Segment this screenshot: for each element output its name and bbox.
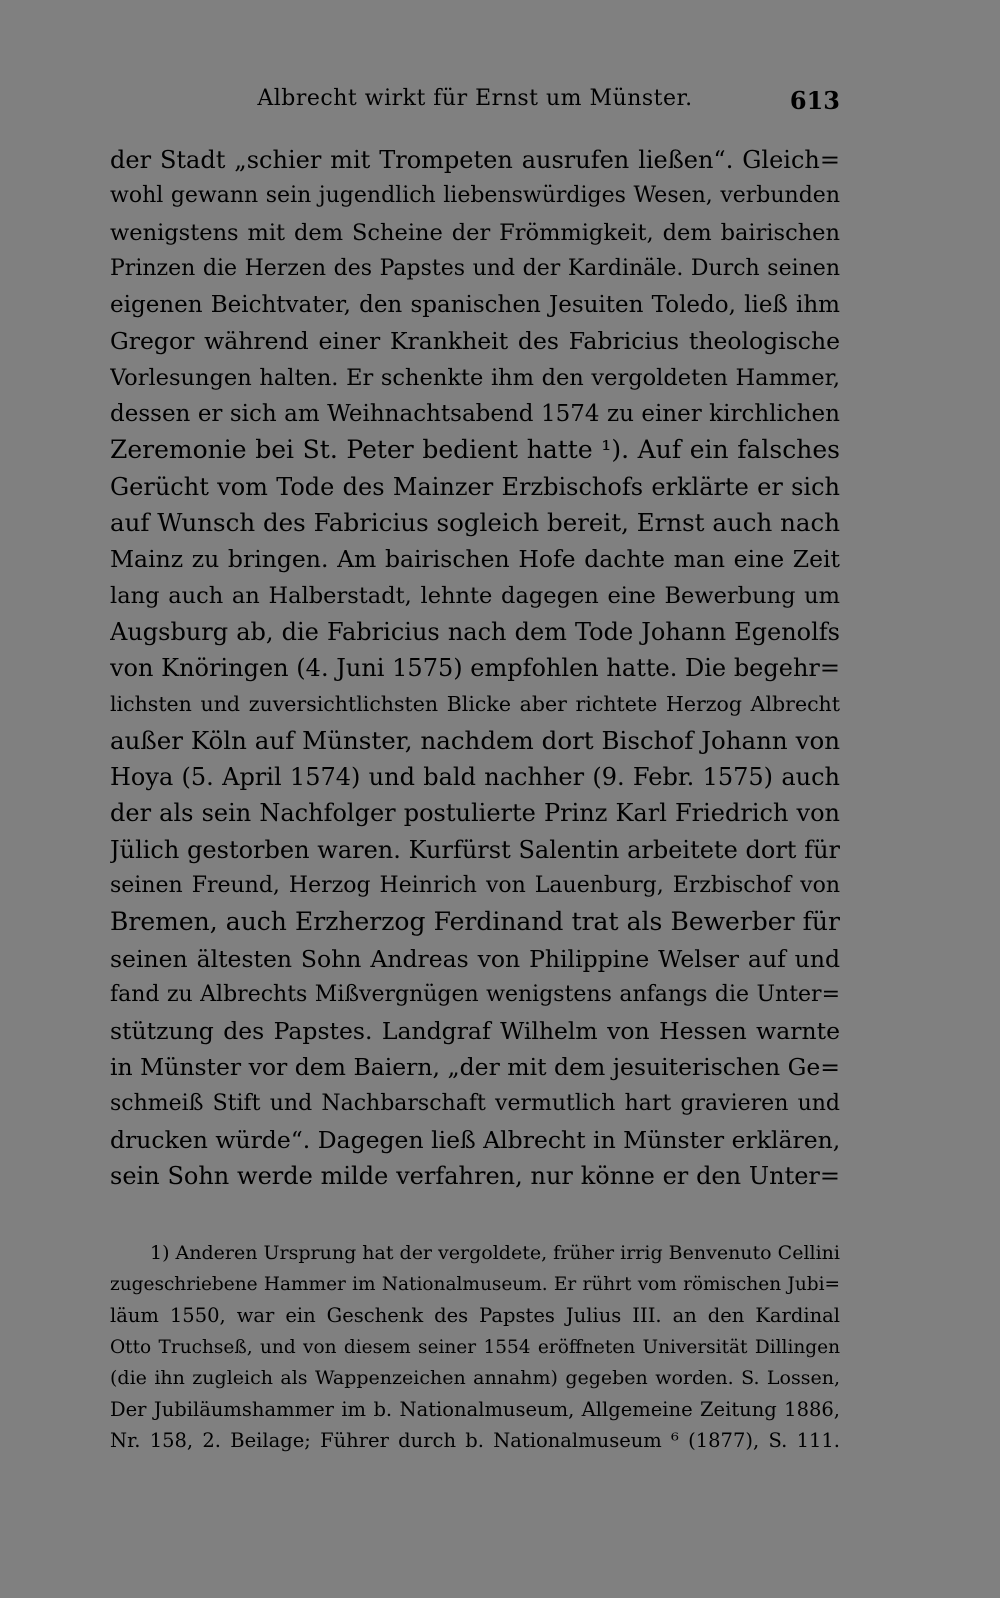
body-line: der als sein Nachfolger postulierte Prinz Karl Friedrich von (110, 799, 840, 828)
footnote-line: zugeschriebene Hammer im Nationalmuseum. Er rührt vom römischen Jubi= (110, 1274, 840, 1296)
footnote-line: Nr. 158, 2. Beilage; Führer durch b. Nationalmuseum ⁶ (1877), S. 111. (110, 1429, 840, 1453)
body-line: Augsburg ab, die Fabricius nach dem Tode Johann Egenolfs (110, 617, 840, 646)
body-line: fand zu Albrechts Mißvergnügen wenigstens anfangs die Unter= (110, 981, 840, 1007)
body-line: schmeiß Stift und Nachbarschaft vermutlich hart gravieren und (110, 1090, 840, 1116)
body-line: sein Sohn werde milde verfahren, nur könne er den Unter= (110, 1162, 840, 1191)
body-line: Gregor während einer Krankheit des Fabricius theologische (110, 327, 840, 356)
body-line: Mainz zu bringen. Am bairischen Hofe dachte man eine Zeit (110, 545, 840, 574)
body-line: lang auch an Halberstadt, lehnte dagegen eine Bewerbung um (110, 582, 840, 609)
body-line: drucken würde“. Dagegen ließ Albrecht in Münster erklären, (110, 1126, 840, 1155)
footnotes (110, 1238, 840, 1456)
footnote-line: Der Jubiläumshammer im b. Nationalmuseum, Allgemeine Zeitung 1886, (110, 1397, 840, 1421)
body-line: eigenen Beichtvater, den spanischen Jesuiten Toledo, ließ ihm (110, 292, 840, 319)
body-line: dessen er sich am Weihnachtsabend 1574 zu einer kirchlichen (110, 401, 840, 428)
body-line: außer Köln auf Münster, nachdem dort Bischof Johann von (110, 725, 840, 755)
footnote-line: 1) Anderen Ursprung hat der vergoldete, früher irrig Benvenuto Cellini (150, 1242, 840, 1264)
body-line: wenigstens mit dem Scheine der Frömmigkeit, dem bairischen (110, 219, 840, 246)
body-line: wohl gewann sein jugendlich liebenswürdiges Wesen, verbunden (110, 183, 840, 209)
body-line: Hoya (5. April 1574) und bald nachher (9. Febr. 1575) auch (110, 763, 840, 792)
running-title: Albrecht wirkt für Ernst um Münster. (257, 86, 693, 111)
body-line: auf Wunsch des Fabricius sogleich bereit, Ernst auch nach (110, 507, 840, 537)
body-line: Jülich gestorben waren. Kurfürst Salentin arbeitete dort für (110, 835, 840, 864)
footnote-line: Otto Truchseß, und von diesem seiner 1554 eröffneten Universität Dillingen (110, 1336, 840, 1358)
body-line: seinen ältesten Sohn Andreas von Philippine Welser auf und (110, 944, 840, 973)
body-line: in Münster vor dem Baiern, „der mit dem jesuiterischen Ge= (110, 1053, 840, 1082)
body-line: Zeremonie bei St. Peter bedient hatte ¹). Auf ein falsches (110, 435, 840, 465)
body-line: Bremen, auch Erzherzog Ferdinand trat als Bewerber für (110, 907, 840, 937)
body-line: Vorlesungen halten. Er schenkte ihm den vergoldeten Hammer, (110, 364, 840, 391)
body-line: seinen Freund, Herzog Heinrich von Lauenburg, Erzbischof von (110, 872, 840, 898)
body-line: lichsten und zuversichtlichsten Blicke aber richtete Herzog Albrecht (110, 692, 840, 717)
footnote-line: (die ihn zugleich als Wappenzeichen annahm) gegeben worden. S. Lossen, (110, 1366, 840, 1389)
body-line: Prinzen die Herzen des Papstes und der Kardinäle. Durch seinen (110, 255, 840, 281)
page-number: 613 (789, 86, 840, 115)
body-text (110, 142, 840, 1195)
body-line: Gerücht vom Tode des Mainzer Erzbischofs erklärte er sich (110, 472, 840, 501)
body-line: von Knöringen (4. Juni 1575) empfohlen hatte. Die begehr= (110, 654, 840, 683)
body-line: stützung des Papstes. Landgraf Wilhelm von Hessen warnte (110, 1017, 840, 1046)
footnote-line: läum 1550, war ein Geschenk des Papstes Julius III. an den Kardinal (110, 1304, 840, 1328)
body-line: der Stadt „schier mit Trompeten ausrufen ließen“. Gleich= (110, 146, 840, 174)
running-header (110, 86, 840, 120)
